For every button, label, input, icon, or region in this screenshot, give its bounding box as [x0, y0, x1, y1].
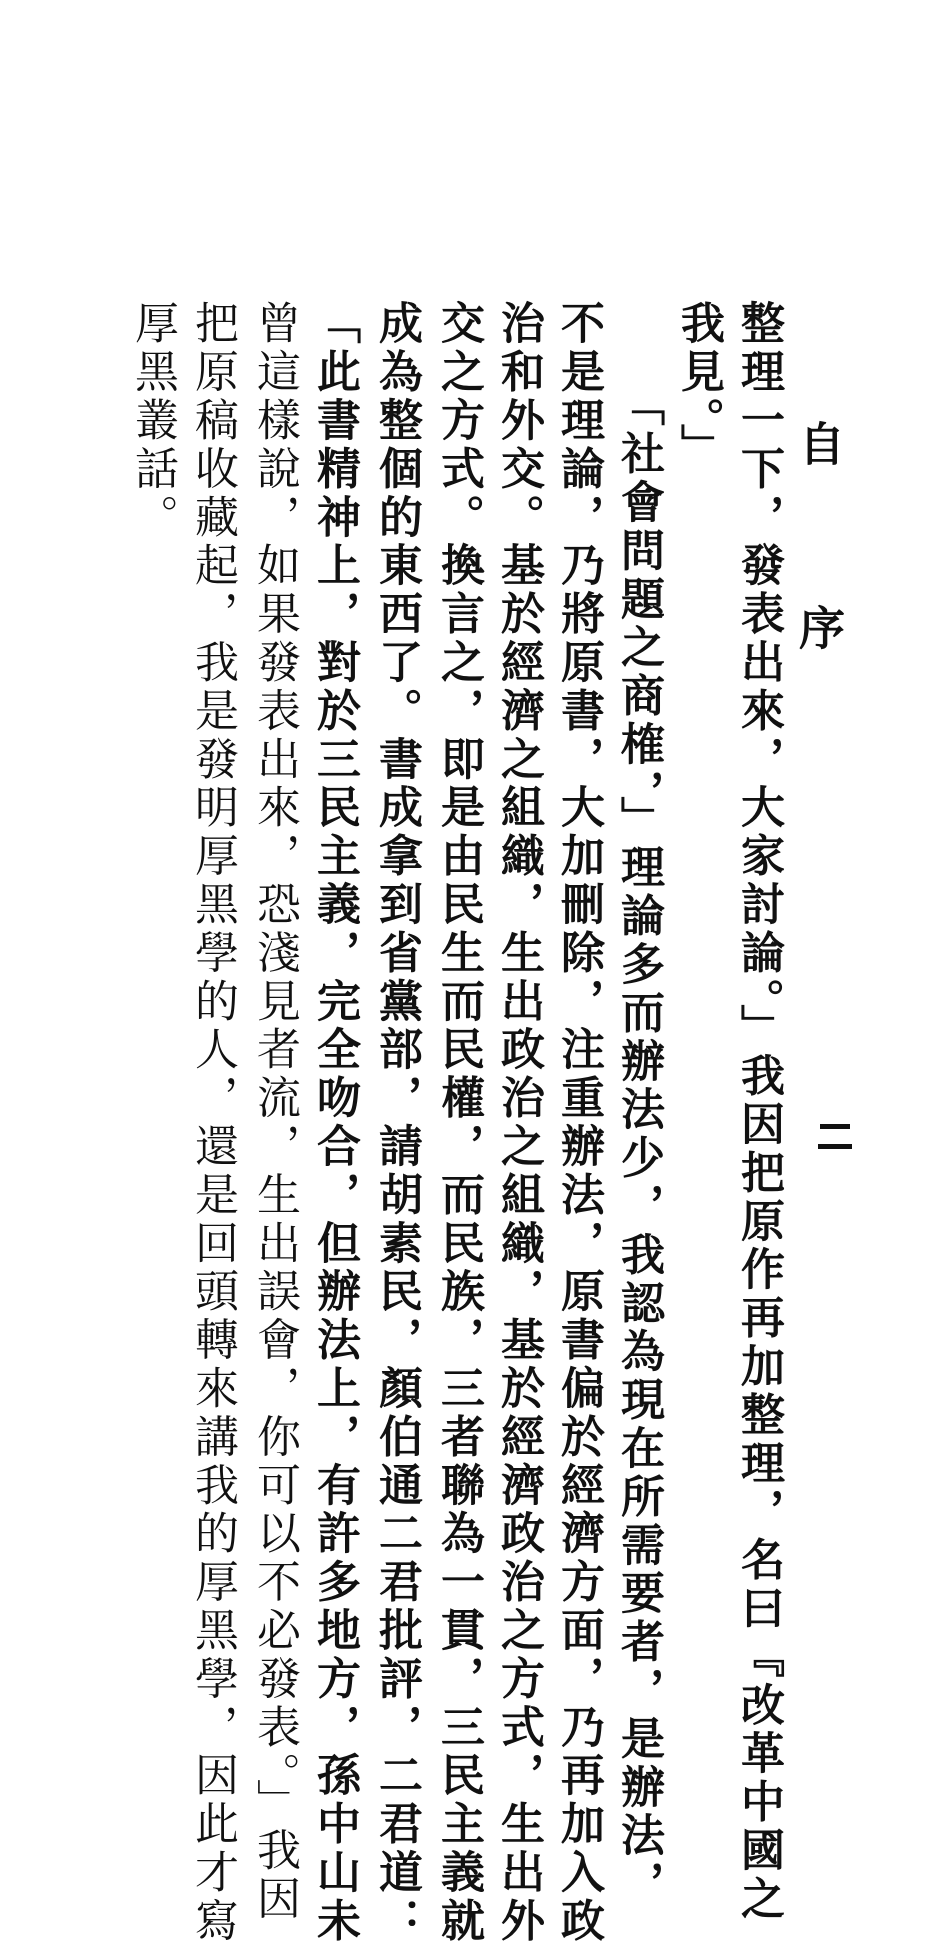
page-number-stroke-bottom [818, 1144, 852, 1149]
text-column-10: 把原稿收藏起，我是發明厚黑學的人，還是回頭轉來講我的厚黑學，因此才寫 [187, 300, 238, 1946]
page-number-stroke-top [820, 1124, 850, 1129]
page-number [818, 1118, 852, 1156]
text-column-7: 成為整個的東西了。書成拿到省黨部，請胡素民，顏伯通二君批評，二君道： [371, 300, 422, 1946]
text-column-6: 交之方式。換言之，即是由民生而民權，而民族，三者聯為一貫，三民主義就 [433, 300, 484, 1946]
text-column-2: 我見。」 [673, 300, 724, 472]
text-column-1: 整理一下，發表出來，大家討論。」我因把原作再加整理，名曰『改革中國之 [733, 300, 784, 1924]
text-column-11: 厚黑叢話。 [127, 300, 178, 542]
text-column-3: 「社會問題之商榷，」理論多而辦法少，我認為現在所需要者，是辦法， [613, 382, 664, 1909]
text-column-4: 不是理論，乃將原書，大加刪除，注重辦法，原書偏於經濟方面，乃再加入政 [553, 300, 604, 1946]
text-column-5: 治和外交。基於經濟之組織，生出政治之組織，基於經濟政治之方式，生出外 [493, 300, 544, 1946]
page-title: 自 序 [792, 420, 846, 696]
text-column-9: 曾這樣說，如果發表出來，恐淺見者流，生出誤會，你可以不必發表。」我因 [249, 300, 300, 1924]
text-column-8: 「此書精神上，對於三民主義，完全吻合，但辦法上，有許多地方，孫中山未 [309, 300, 360, 1946]
